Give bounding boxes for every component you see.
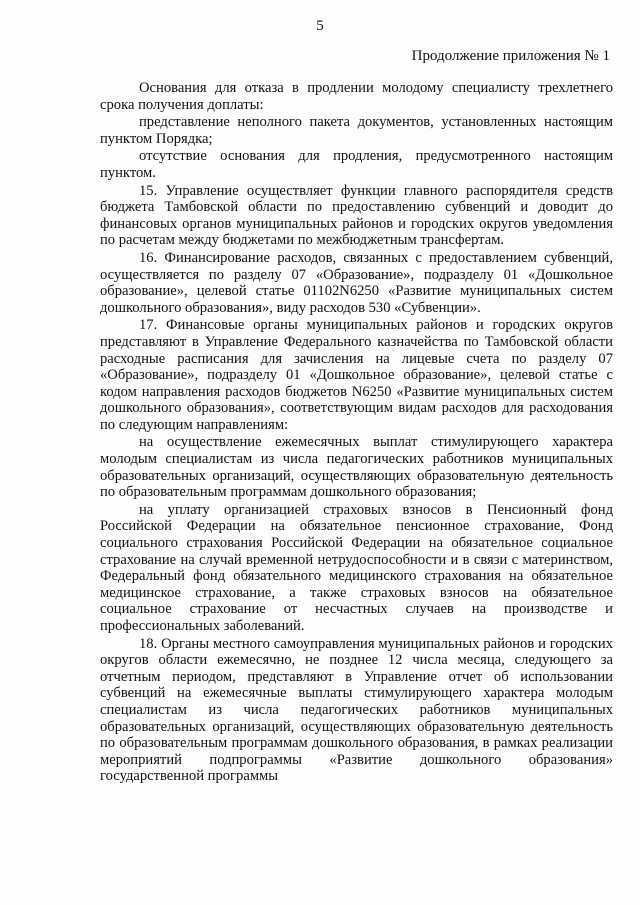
page-number: 5 [316, 18, 324, 34]
paragraph-no-grounds: отсутствие основания для продления, предусмотренного настоящим пунктом. [100, 148, 613, 181]
paragraph-17-monthly-payments: на осуществление ежемесячных выплат стимулирующего характера молодым специалистам из числа педагогических работников муниципальных образовательных организаций, осуществляющих образовательную деятельность по образовательным программам дошкольного образования; [100, 434, 613, 501]
paragraph-refusal-grounds: Основания для отказа в продлении молодому специалисту трехлетнего срока получения доплаты: [100, 80, 613, 113]
document-body [100, 80, 613, 786]
paragraph-incomplete-package: представление неполного пакета документов, установленных настоящим пунктом Порядка; [100, 114, 613, 147]
paragraph-18: 18. Органы местного самоуправления муниципальных районов и городских округов области ежемесячно, не позднее 12 числа месяца, следующего за отчетным периодом, представляют в Управление отчет об использовании субвенций на ежемесячные выплаты стимулирующего характера молодым специалистам из числа педагогических работников муниципальных образовательных организаций, осуществляющих образовательную деятельность по образовательным программам дошкольного образования, в рамках реализации мероприятий подпрограммы «Развитие дошкольного образования» государственной программы [100, 635, 613, 785]
paragraph-15: 15. Управление осуществляет функции главного распорядителя средств бюджета Тамбовской области по предоставлению субвенций и доводит до финансовых органов муниципальных районов и городских округов уведомления по расчетам между бюджетами по межбюджетным трансфертам. [100, 182, 613, 249]
paragraph-16: 16. Финансирование расходов, связанных с предоставлением субвенций, осуществляется по разделу 07 «Образование», подразделу 01 «Дошкольное образование», целевой статье 01102N6250 «Развитие муниципальных систем дошкольного образования», виду расходов 530 «Субвенции». [100, 249, 613, 316]
paragraph-17: 17. Финансовые органы муниципальных районов и городских округов представляют в Управление Федерального казначейства по Тамбовской области расходные расписания для зачисления на лицевые счета по разделу 07 «Образование», подразделу 01 «Дошкольное образование», целевой статье с кодом направления расходов бюджетов N6250 «Развитие муниципальных систем дошкольного образования», соответствующим видам расходов для расходования по следующим направлениям: [100, 317, 613, 433]
paragraph-17-insurance-contributions: на уплату организацией страховых взносов в Пенсионный фонд Российской Федерации на обязательное пенсионное страхование, Фонд социального страхования Российской Федерации на обязательное социальное страхование на случай временной нетрудоспособности и в связи с материнством, Федеральный фонд обязательного медицинского страхования на обязательное медицинское страхование, а также страховых взносов на обязательное социальное страхование от несчастных случаев на производстве и профессиональных заболеваний. [100, 501, 613, 634]
appendix-continuation-note: Продолжение приложения № 1 [411, 48, 610, 64]
